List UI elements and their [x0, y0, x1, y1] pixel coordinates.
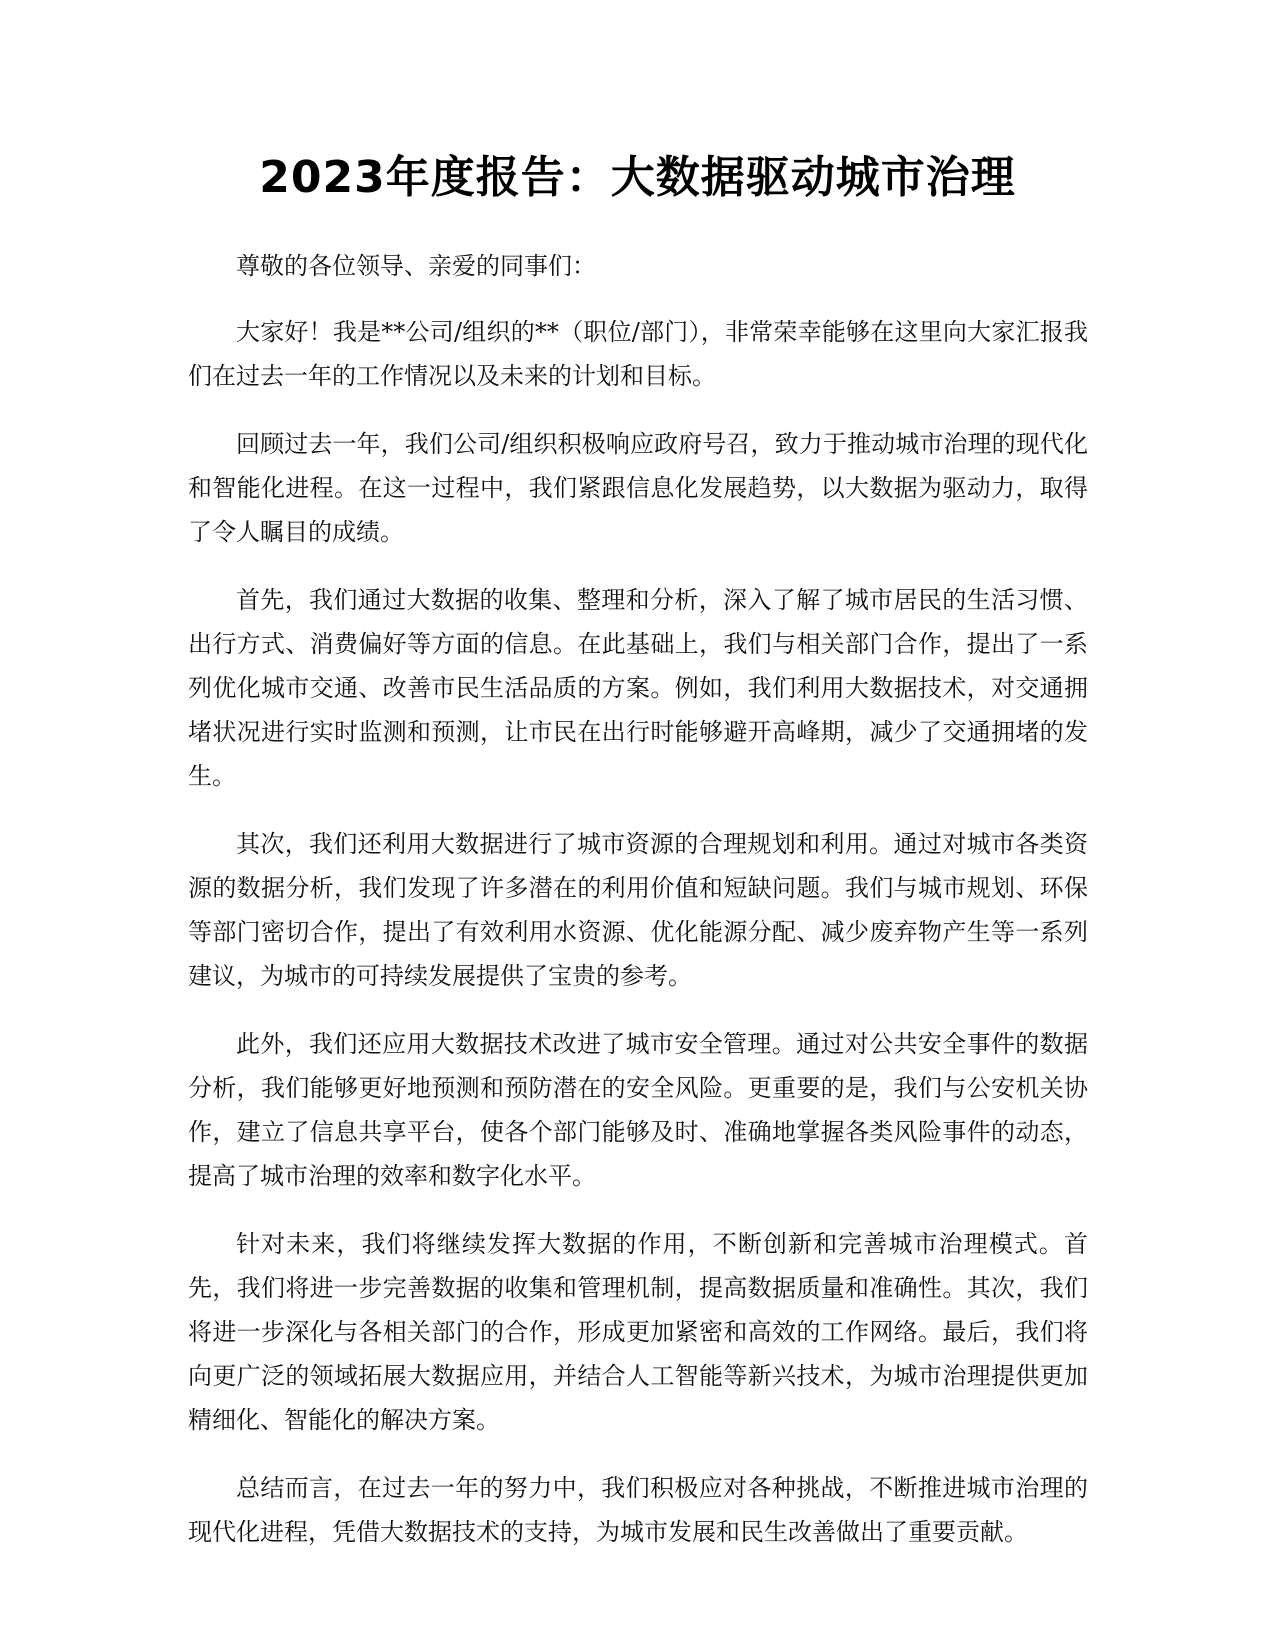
future-plan-paragraph: 针对未来，我们将继续发挥大数据的作用，不断创新和完善城市治理模式。首先，我们将进一步完善数据的收集和管理机制，提高数据质量和准确性。其次，我们将进一步深化与各相关部门的合作，形成更加紧密和高效的工作网络。最后，我们将向更广泛的领域拓展大数据应用，并结合人工智能等新兴技术，为城市治理提供更加精细化、智能化的解决方案。 [188, 1230, 1088, 1434]
second-achievement-paragraph: 其次，我们还利用大数据进行了城市资源的合理规划和利用。通过对城市各类资源的数据分析，我们发现了许多潜在的利用价值和短缺问题。我们与城市规划、环保等部门密切合作，提出了有效利用水资源、优化能源分配、减少废弃物产生等一系列建议，为城市的可持续发展提供了宝贵的参考。 [188, 830, 1088, 990]
document-body [188, 244, 1088, 1578]
salutation-paragraph: 尊敬的各位领导、亲爱的同事们： [236, 252, 596, 280]
document-title: 2023年度报告：大数据驱动城市治理 [259, 152, 1016, 203]
greeting-paragraph: 大家好！我是**公司/组织的**（职位/部门），非常荣幸能够在这里向大家汇报我们在过去一年的工作情况以及未来的计划和目标。 [188, 318, 1088, 390]
review-paragraph: 回顾过去一年，我们公司/组织积极响应政府号召，致力于推动城市治理的现代化和智能化进程。在这一过程中，我们紧跟信息化发展趋势，以大数据为驱动力，取得了令人瞩目的成绩。 [188, 430, 1088, 546]
first-achievement-paragraph: 首先，我们通过大数据的收集、整理和分析，深入了解了城市居民的生活习惯、出行方式、消费偏好等方面的信息。在此基础上，我们与相关部门合作，提出了一系列优化城市交通、改善市民生活品质的方案。例如，我们利用大数据技术，对交通拥堵状况进行实时监测和预测，让市民在出行时能够避开高峰期，减少了交通拥堵的发生。 [188, 586, 1088, 790]
security-achievement-paragraph: 此外，我们还应用大数据技术改进了城市安全管理。通过对公共安全事件的数据分析，我们能够更好地预测和预防潜在的安全风险。更重要的是，我们与公安机关协作，建立了信息共享平台，使各个部门能够及时、准确地掌握各类风险事件的动态，提高了城市治理的效率和数字化水平。 [188, 1030, 1088, 1190]
summary-paragraph: 总结而言，在过去一年的努力中，我们积极应对各种挑战，不断推进城市治理的现代化进程，凭借大数据技术的支持，为城市发展和民生改善做出了重要贡献。 [188, 1474, 1088, 1546]
